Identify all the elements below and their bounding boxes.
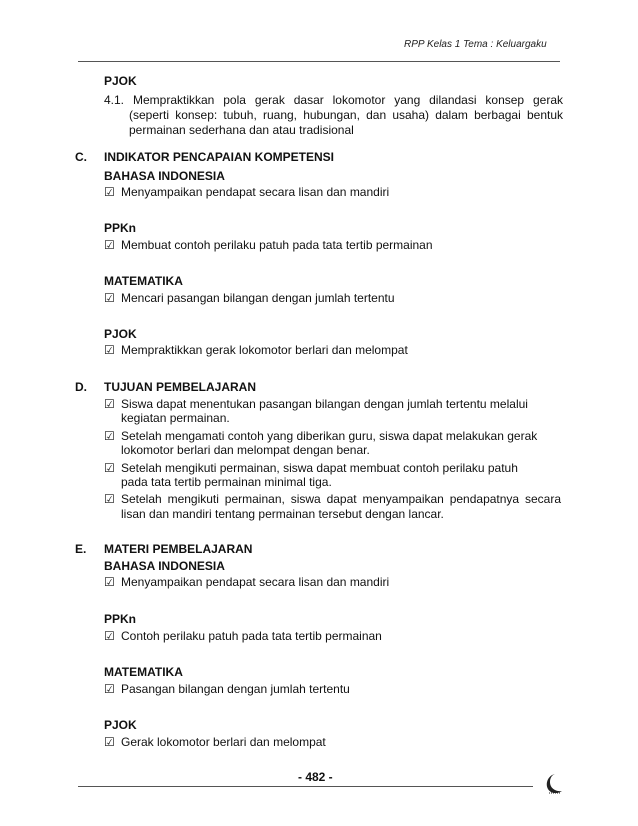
top-item-line: (seperti konsep: tubuh, ruang, hubungan, dan usaha) dalam berbagai bentuk	[129, 108, 563, 122]
running-header: RPP Kelas 1 Tema : Keluargaku	[404, 39, 547, 50]
section-c-letter: C.	[75, 150, 87, 164]
e-item: Menyampaikan pendapat secara lisan dan mandiri	[121, 575, 390, 589]
section-d-title: TUJUAN PEMBELAJARAN	[104, 380, 257, 394]
page-number: - 482 -	[298, 770, 333, 784]
top-item-line: permainan sederhana dan atau tradisional	[129, 123, 354, 137]
c-subject: BAHASA INDONESIA	[104, 169, 225, 183]
header-rule	[78, 61, 560, 62]
checkbox-icon: ☑	[104, 397, 115, 411]
top-item-line: Mempraktikkan pola gerak dasar lokomotor yang dilandasi konsep gerak	[133, 93, 563, 107]
e-item: Contoh perilaku patuh pada tata tertib permainan	[121, 629, 382, 643]
d-item-line: Setelah mengikuti permainan, siswa dapat membuat contoh perilaku patuh	[121, 461, 518, 475]
section-e-title: MATERI PEMBELAJARAN	[104, 542, 253, 556]
d-item-line: kegiatan permainan.	[121, 411, 230, 425]
c-subject: PPKn	[104, 221, 137, 235]
c-subject: MATEMATIKA	[104, 274, 183, 288]
top-subject: PJOK	[104, 74, 137, 88]
checkbox-icon: ☑	[104, 238, 115, 252]
section-d-letter: D.	[75, 380, 87, 394]
checkbox-icon: ☑	[104, 735, 115, 749]
e-subject: PJOK	[104, 718, 137, 732]
checkbox-icon: ☑	[104, 492, 115, 506]
e-item: Gerak lokomotor berlari dan melompat	[121, 735, 326, 749]
top-item-number: 4.1.	[104, 93, 125, 107]
section-e-letter: E.	[75, 542, 87, 556]
crescent-logo-icon	[541, 772, 563, 796]
d-item-line: Siswa dapat menentukan pasangan bilangan dengan jumlah tertentu melalui	[121, 397, 528, 411]
c-subject: PJOK	[104, 327, 137, 341]
d-item-line: lokomotor berlari dan melompat dengan benar.	[121, 443, 370, 457]
checkbox-icon: ☑	[104, 575, 115, 589]
d-item-line: Setelah mengamati contoh yang diberikan guru, siswa dapat melakukan gerak	[121, 429, 538, 443]
checkbox-icon: ☑	[104, 343, 115, 357]
c-item: Mencari pasangan bilangan dengan jumlah tertentu	[121, 291, 395, 305]
checkbox-icon: ☑	[104, 461, 115, 475]
d-item-line: Setelah mengikuti permainan, siswa dapat menyampaikan pendapatnya secara	[121, 492, 561, 506]
footer-rule	[78, 786, 533, 787]
checkbox-icon: ☑	[104, 185, 115, 199]
d-item-line: pada tata tertib permainan minimal tiga.	[121, 475, 332, 489]
section-c-title: INDIKATOR PENCAPAIAN KOMPETENSI	[104, 150, 335, 164]
c-item: Mempraktikkan gerak lokomotor berlari dan melompat	[121, 343, 408, 357]
d-item-line: lisan dan mandiri tentang permainan tersebut dengan lancar.	[121, 507, 444, 521]
checkbox-icon: ☑	[104, 291, 115, 305]
e-subject: BAHASA INDONESIA	[104, 559, 225, 573]
e-subject: MATEMATIKA	[104, 665, 183, 679]
c-item: Membuat contoh perilaku patuh pada tata tertib permainan	[121, 238, 433, 252]
checkbox-icon: ☑	[104, 629, 115, 643]
e-subject: PPKn	[104, 612, 137, 626]
e-item: Pasangan bilangan dengan jumlah tertentu	[121, 682, 350, 696]
checkbox-icon: ☑	[104, 429, 115, 443]
checkbox-icon: ☑	[104, 682, 115, 696]
c-item: Menyampaikan pendapat secara lisan dan mandiri	[121, 185, 390, 199]
